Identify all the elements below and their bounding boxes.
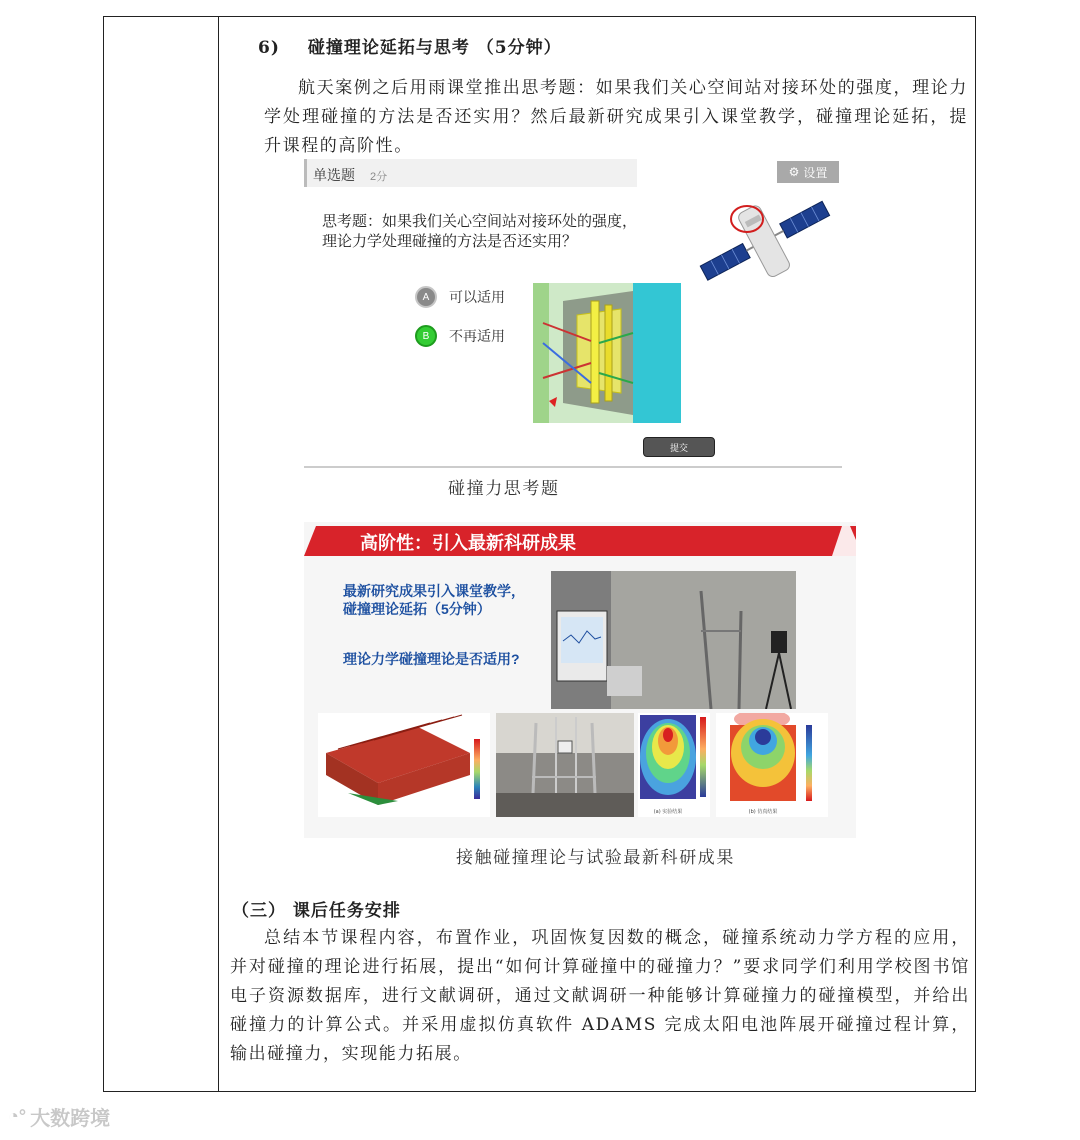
contour-experiment-image bbox=[638, 713, 710, 817]
quiz-question-line: 理论力学处理碰撞的方法是否还实用？ bbox=[322, 233, 578, 250]
space-station-image bbox=[695, 185, 835, 300]
contour-simulation-image bbox=[716, 713, 828, 817]
logo-icon: ◔° bbox=[8, 1106, 27, 1126]
slide-text-question: 理论力学碰撞理论是否适用? bbox=[343, 651, 520, 667]
column-divider bbox=[218, 17, 219, 1091]
figure-caption: 接触碰撞理论与试验最新科研成果 bbox=[456, 848, 735, 868]
paragraph-intro: 航天案例之后用雨课堂推出思考题：如果我们关心空间站对接环处的强度，理论力学处理碰撞的方法是否还实用？然后最新研究成果引入课堂教学，碰撞理论延拓，提升课程的高阶性。 bbox=[264, 78, 968, 156]
figure-caption: 碰撞力思考题 bbox=[448, 479, 560, 499]
option-a-label: 可以适用 bbox=[449, 289, 505, 305]
quiz-question bbox=[322, 212, 682, 252]
watermark-text: 大数跨境 bbox=[30, 1108, 111, 1130]
slide-text-line: 最新研究成果引入课堂教学， bbox=[343, 583, 525, 599]
quiz-divider bbox=[304, 466, 842, 468]
slide-banner-title: 高阶性：引入最新科研成果 bbox=[360, 533, 576, 553]
option-a-badge: A bbox=[415, 286, 437, 308]
settings-button[interactable] bbox=[777, 161, 839, 183]
slide-text-research bbox=[343, 582, 553, 618]
section-heading-6 bbox=[258, 33, 562, 58]
section-heading-3: （三） 课后任务安排 bbox=[232, 901, 401, 921]
option-b-label: 不再适用 bbox=[449, 328, 505, 344]
quiz-score: 2分 bbox=[370, 171, 388, 183]
quiz-type-label: 单选题 bbox=[313, 167, 355, 183]
lab-photo bbox=[551, 571, 796, 709]
option-a[interactable] bbox=[415, 286, 505, 308]
section-title: 碰撞理论延拓与思考 （5分钟） bbox=[307, 38, 562, 58]
slide-text-line: 碰撞理论延拓（5分钟） bbox=[343, 601, 491, 617]
sub-caption-a: (a) 实验结果 bbox=[653, 809, 683, 815]
settings-label: 设置 bbox=[803, 165, 828, 180]
submit-button[interactable]: 提交 bbox=[643, 437, 715, 457]
watermark-logo bbox=[8, 1102, 110, 1131]
solar-array-fem-image bbox=[318, 713, 490, 817]
test-rig-photo bbox=[496, 713, 634, 817]
option-b[interactable] bbox=[415, 325, 505, 347]
section-number: 6) bbox=[258, 38, 280, 58]
paragraph-assignment: 总结本节课程内容，布置作业，巩固恢复因数的概念，碰撞系统动力学方程的应用，并对碰撞的理论进行拓展，提出“如何计算碰撞中的碰撞力？”要求同学们利用学校图书馆电子资源数据库，进行文献调研，通过文献调研一种能够计算碰撞力的碰撞模型，并给出碰撞力的计算公式。并采用虚拟仿真软件 ADAMS 完成太阳电池阵展开碰撞过程计算，输出碰撞力，实现能力拓展。 bbox=[230, 928, 970, 1064]
quiz-question-line: 思考题：如果我们关心空间站对接环处的强度， bbox=[322, 213, 638, 230]
option-b-badge: B bbox=[415, 325, 437, 347]
docking-simulation-image bbox=[533, 283, 681, 423]
gear-icon: ⚙ bbox=[788, 165, 800, 179]
sub-caption-b: (b) 仿真结果 bbox=[748, 809, 778, 815]
